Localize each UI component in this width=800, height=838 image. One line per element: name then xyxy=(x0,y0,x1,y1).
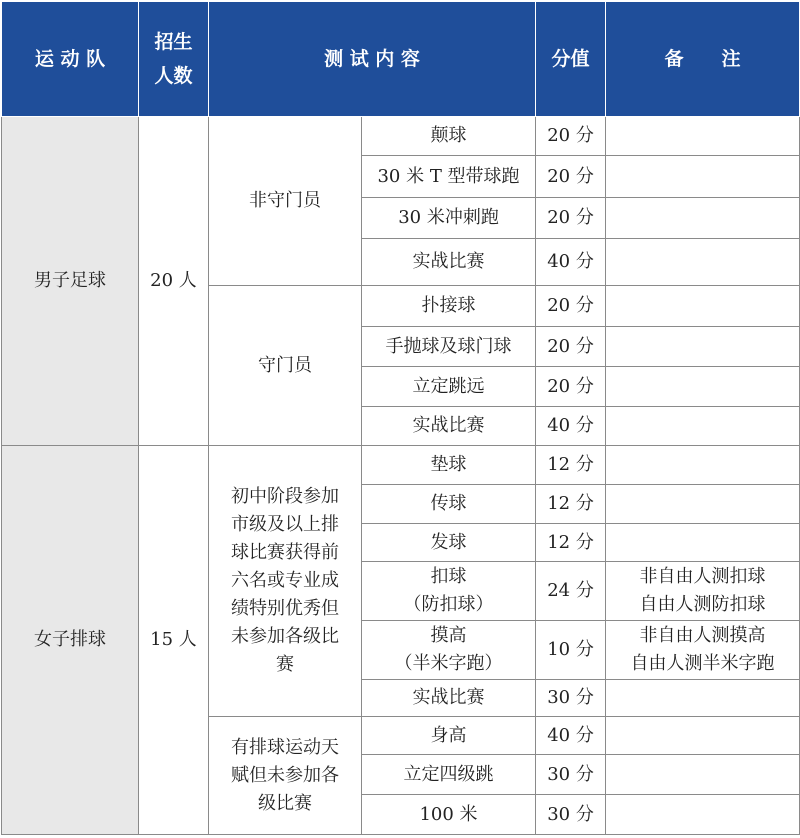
header-row xyxy=(2,2,800,117)
group-line: 有排球运动天 xyxy=(231,736,339,758)
group-line: 初中阶段参加 xyxy=(231,486,339,507)
note-cell xyxy=(606,755,800,795)
group-cell: 非守门员 xyxy=(209,117,362,286)
group-line: 赛 xyxy=(276,654,294,675)
note-cell xyxy=(606,717,800,755)
group-cell: 守门员 xyxy=(209,286,362,446)
note-cell xyxy=(606,198,800,239)
score-cell: 10 分 xyxy=(536,621,606,680)
test-line: 扣球 xyxy=(430,566,467,587)
score-cell: 24 分 xyxy=(536,562,606,621)
note-cell xyxy=(606,407,800,446)
quota-cell-volleyball: 15 人 xyxy=(139,446,209,835)
group-line: 绩特别优秀但 xyxy=(231,598,339,619)
score-cell: 20 分 xyxy=(536,117,606,156)
test-cell: 立定跳远 xyxy=(362,367,536,407)
quota-cell-soccer: 20 人 xyxy=(139,117,209,446)
header-quota-line1: 招生 xyxy=(154,31,193,53)
test-cell: 立定四级跳 xyxy=(362,755,536,795)
note-cell xyxy=(606,367,800,407)
score-cell: 20 分 xyxy=(536,198,606,239)
table-row xyxy=(2,117,800,156)
header-content: 测 试 内 容 xyxy=(209,2,536,117)
test-line: 摸高 xyxy=(430,625,467,646)
test-cell: 发球 xyxy=(362,524,536,562)
group-line: 级比赛 xyxy=(258,792,312,814)
note-cell xyxy=(606,117,800,156)
group-cell xyxy=(209,446,362,717)
note-cell xyxy=(606,524,800,562)
test-cell: 颠球 xyxy=(362,117,536,156)
note-line: 自由人测防扣球 xyxy=(639,594,766,615)
score-cell: 20 分 xyxy=(536,327,606,367)
score-cell: 20 分 xyxy=(536,286,606,327)
test-cell xyxy=(362,621,536,680)
group-cell xyxy=(209,717,362,835)
note-cell xyxy=(606,562,800,621)
header-note: 备 注 xyxy=(606,2,800,117)
score-cell: 40 分 xyxy=(536,717,606,755)
test-cell: 30 米 T 型带球跑 xyxy=(362,156,536,198)
header-quota-line2: 人数 xyxy=(154,65,193,87)
score-cell: 20 分 xyxy=(536,156,606,198)
note-cell xyxy=(606,795,800,835)
note-line: 非自由人测扣球 xyxy=(639,566,766,587)
note-line: 非自由人测摸高 xyxy=(639,625,766,646)
score-cell: 12 分 xyxy=(536,485,606,524)
note-cell xyxy=(606,485,800,524)
header-quota xyxy=(139,2,209,117)
test-cell: 手抛球及球门球 xyxy=(362,327,536,367)
test-line: （防扣球） xyxy=(403,594,494,615)
admission-test-table xyxy=(1,1,800,835)
header-score: 分值 xyxy=(536,2,606,117)
test-cell: 传球 xyxy=(362,485,536,524)
score-cell: 12 分 xyxy=(536,446,606,485)
test-cell: 30 米冲刺跑 xyxy=(362,198,536,239)
team-cell-volleyball: 女子排球 xyxy=(2,446,139,835)
header-team: 运 动 队 xyxy=(2,2,139,117)
test-cell: 垫球 xyxy=(362,446,536,485)
test-cell: 实战比赛 xyxy=(362,407,536,446)
score-cell: 30 分 xyxy=(536,755,606,795)
note-cell xyxy=(606,156,800,198)
test-cell: 100 米 xyxy=(362,795,536,835)
note-cell xyxy=(606,446,800,485)
note-cell xyxy=(606,680,800,717)
test-cell: 扑接球 xyxy=(362,286,536,327)
group-line: 市级及以上排 xyxy=(231,514,339,535)
group-line: 球比赛获得前 xyxy=(231,542,339,563)
score-cell: 20 分 xyxy=(536,367,606,407)
group-line: 赋但未参加各 xyxy=(231,764,339,786)
team-cell-soccer: 男子足球 xyxy=(2,117,139,446)
test-cell: 实战比赛 xyxy=(362,239,536,286)
group-line: 未参加各级比 xyxy=(231,626,339,647)
note-cell xyxy=(606,286,800,327)
note-line: 自由人测半米字跑 xyxy=(630,653,775,674)
table-row xyxy=(2,446,800,485)
score-cell: 30 分 xyxy=(536,680,606,717)
test-line: （半米字跑） xyxy=(394,653,503,674)
score-cell: 12 分 xyxy=(536,524,606,562)
note-cell xyxy=(606,239,800,286)
score-cell: 30 分 xyxy=(536,795,606,835)
test-cell: 实战比赛 xyxy=(362,680,536,717)
score-cell: 40 分 xyxy=(536,239,606,286)
score-cell: 40 分 xyxy=(536,407,606,446)
test-cell: 身高 xyxy=(362,717,536,755)
group-line: 六名或专业成 xyxy=(231,570,339,591)
note-cell xyxy=(606,327,800,367)
test-cell xyxy=(362,562,536,621)
note-cell xyxy=(606,621,800,680)
